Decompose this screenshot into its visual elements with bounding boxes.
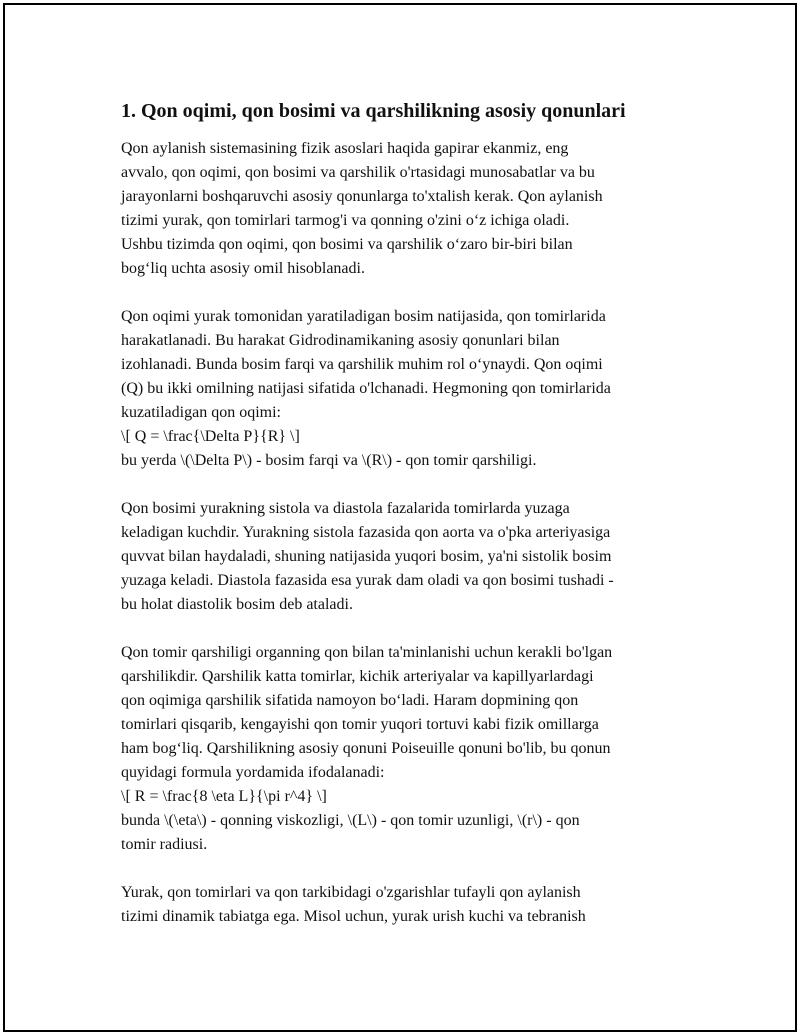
text-line: bu yerda \(\Delta P\) - bosim farqi va \(R\) - qon tomir qarshiligi.: [121, 452, 537, 469]
text-line: bu holat diastolik bosim deb ataladi.: [121, 596, 353, 613]
text-line: bunda \(\eta\) - qonning viskozligi, \(L\) - qon tomir uzunligi, \(r\) - qon: [121, 812, 580, 829]
text-line: qon oqimiga qarshilik sifatida namoyon bo‘ladi. Haram dopmining qon: [121, 692, 579, 709]
text-line: Qon aylanish sistemasining fizik asoslari haqida gapirar ekanmiz, eng: [121, 140, 569, 157]
text-line: tomirlari qisqarib, kengayishi qon tomir yuqori tortuvi kabi fizik omillarga: [121, 716, 599, 733]
paragraph: [121, 497, 681, 617]
text-line: \[ R = \frac{8 \eta L}{\pi r^4} \]: [121, 788, 327, 805]
text-line: ham bog‘liq. Qarshilikning asosiy qonuni Poiseuille qonuni bo'lib, bu qonun: [121, 740, 611, 757]
text-line: tizimi yurak, qon tomirlari tarmog'i va qonning o'zini o‘z ichiga oladi.: [121, 212, 570, 229]
document-body: [121, 137, 681, 929]
text-line: jarayonlarni boshqaruvchi asosiy qonunlarga to'xtalish kerak. Qon aylanish: [121, 188, 603, 205]
text-line: avvalo, qon oqimi, qon bosimi va qarshilik o'rtasidagi munosabatlar va bu: [121, 164, 595, 181]
text-line: quyidagi formula yordamida ifodalanadi:: [121, 764, 385, 781]
text-line: bog‘liq uchta asosiy omil hisoblanadi.: [121, 260, 365, 277]
text-line: quvvat bilan haydaladi, shuning natijasida yuqori bosim, ya'ni sistolik bosim: [121, 548, 612, 565]
text-line: izohlanadi. Bunda bosim farqi va qarshilik muhim rol o‘ynaydi. Qon oqimi: [121, 356, 603, 373]
text-line: Qon tomir qarshiligi organning qon bilan ta'minlanishi uchun kerakli bo'lgan: [121, 644, 613, 661]
text-line: keladigan kuchdir. Yurakning sistola fazasida qon aorta va o'pka arteriyasiga: [121, 524, 611, 541]
text-line: \[ Q = \frac{\Delta P}{R} \]: [121, 428, 300, 445]
paragraph: [121, 137, 681, 281]
text-line: qarshilikdir. Qarshilik katta tomirlar, kichik arteriyalar va kapillyarlardagi: [121, 668, 594, 685]
paragraph: [121, 305, 681, 473]
document-content: [121, 97, 681, 953]
text-line: Qon oqimi yurak tomonidan yaratiladigan bosim natijasida, qon tomirlarida: [121, 308, 606, 325]
text-line: (Q) bu ikki omilning natijasi sifatida o'lchanadi. Hegmoning qon tomirlarida: [121, 380, 611, 397]
text-line: yuzaga keladi. Diastola fazasida esa yurak dam oladi va qon bosimi tushadi -: [121, 572, 614, 589]
text-line: tomir radiusi.: [121, 836, 208, 853]
paragraph: [121, 881, 681, 929]
paragraph: [121, 641, 681, 857]
text-line: Yurak, qon tomirlari va qon tarkibidagi o'zgarishlar tufayli qon aylanish: [121, 884, 581, 901]
document-page: [3, 3, 797, 1032]
text-line: harakatlanadi. Bu harakat Gidrodinamikaning asosiy qonunlari bilan: [121, 332, 560, 349]
text-line: Qon bosimi yurakning sistola va diastola fazalarida tomirlarda yuzaga: [121, 500, 570, 517]
text-line: Ushbu tizimda qon oqimi, qon bosimi va qarshilik o‘zaro bir-biri bilan: [121, 236, 573, 253]
text-line: tizimi dinamik tabiatga ega. Misol uchun, yurak urish kuchi va tebranish: [121, 908, 586, 925]
section-heading: 1. Qon oqimi, qon bosimi va qarshilikning asosiy qonunlari: [121, 100, 626, 122]
text-line: kuzatiladigan qon oqimi:: [121, 404, 281, 421]
